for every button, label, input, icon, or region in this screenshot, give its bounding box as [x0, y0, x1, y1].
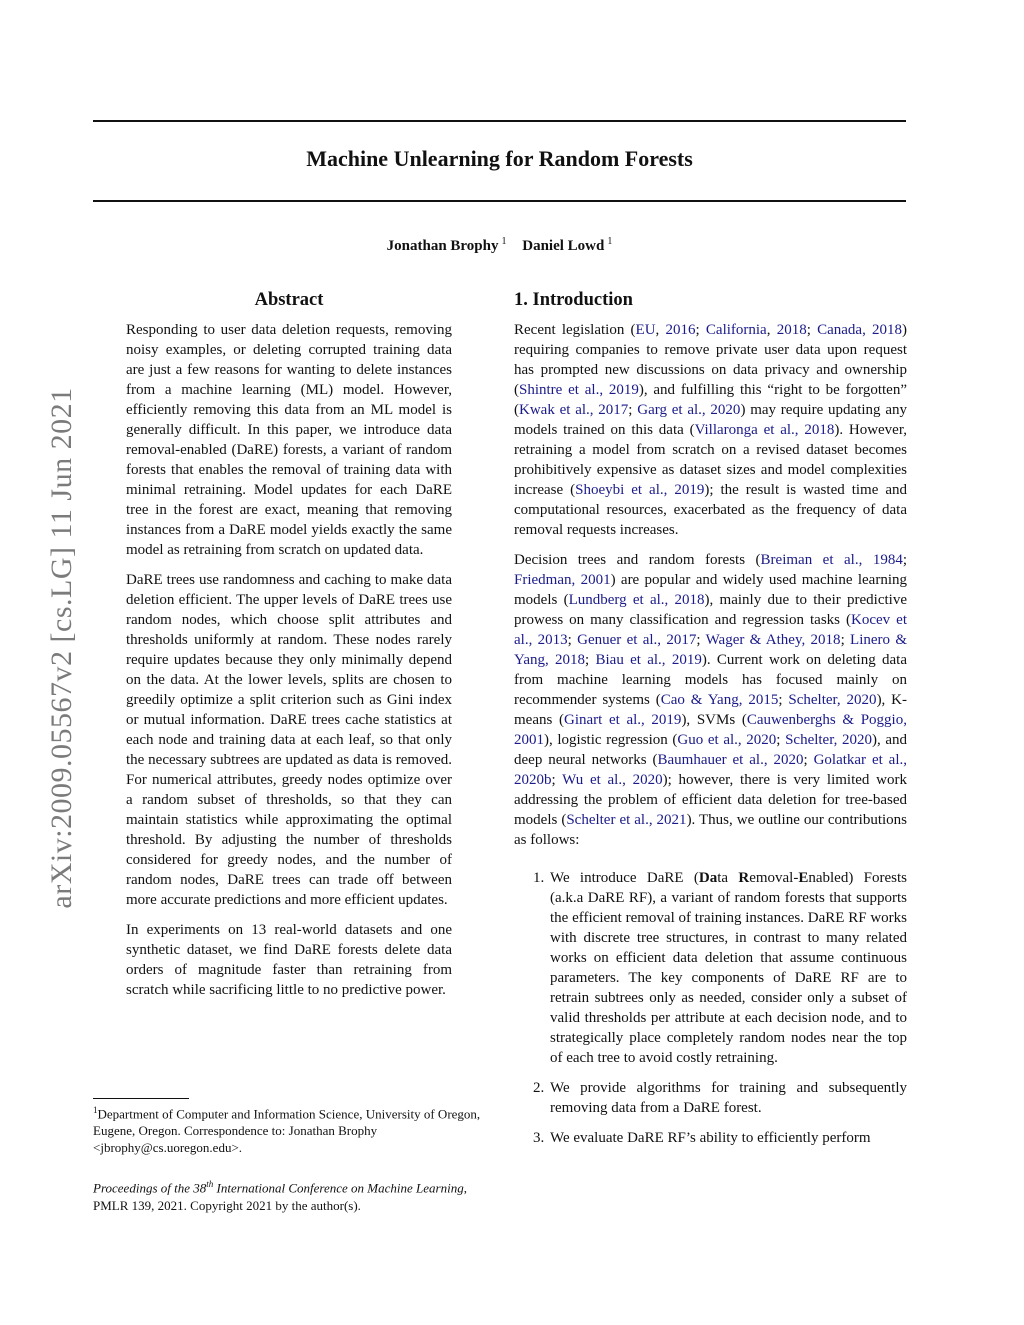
abstract-heading: Abstract: [254, 290, 324, 310]
citation-link[interactable]: Ginart et al., 2019: [563, 712, 682, 728]
abstract-paragraph: DaRE trees use randomness and caching to make data deletion efficient. The upper levels of DaRE trees use random nodes, which choose split attributes and thresholds uniformly at random. These nodes rarely require updates because they only minimally depend on the data. At the lower levels, splits are chosen to greedily optimize a split criterion such as Gini index or mutual information. DaRE trees cache statistics at each node and training data at each leaf, so that only the necessary subtrees are updated as data is removed. For numerical attributes, greedy nodes optimize over a random subset of thresholds, so that they can maintain statistics while approximating the optimal threshold. By adjusting the number of thresholds considered for greedy nodes, and the number of random nodes, DaRE trees can trade off between more accurate predictions and more efficient updates.: [126, 572, 452, 908]
contribution-item: 3. We evaluate DaRE RF’s ability to efficiently perform: [548, 1128, 907, 1148]
citation-link[interactable]: Cauwenberghs & Poggio, 2001: [514, 712, 907, 748]
conference-ordinal: 38: [193, 1180, 207, 1196]
citation-link[interactable]: Linero & Yang, 2018: [514, 632, 908, 668]
title-rule-top: [93, 120, 906, 122]
proceedings-note: [93, 1176, 486, 1213]
author-name: Jonathan Brophy: [386, 238, 499, 254]
proceedings-details: , PMLR 139, 2021. Copyright 2021 by the author(s).: [93, 1180, 467, 1213]
citation-link[interactable]: California: [705, 322, 767, 338]
citation-link[interactable]: Golatkar et al., 2020b: [514, 752, 907, 788]
author: [387, 238, 507, 254]
citation-link[interactable]: Genuer et al., 2017: [577, 632, 697, 648]
citation-link[interactable]: Breiman et al., 1984: [760, 552, 903, 568]
citation-link[interactable]: Cao & Yang, 2015: [660, 692, 779, 708]
citation-link[interactable]: Guo et al., 2020: [677, 732, 777, 748]
citation-link[interactable]: Kocev et al., 2013: [514, 612, 907, 648]
citation-link[interactable]: Biau et al., 2019: [595, 652, 702, 668]
citation-link[interactable]: Garg et al., 2020: [637, 402, 741, 418]
footnotes: [93, 1098, 486, 1214]
left-column: [126, 290, 452, 1010]
proceedings-prefix: Proceedings of the: [93, 1180, 190, 1196]
contribution-item: 2. We provide algorithms for training and subsequently removing data from a DaRE forest.: [548, 1078, 907, 1118]
citation-link[interactable]: Villaronga et al., 2018: [694, 422, 835, 438]
citation-link[interactable]: Friedman, 2001: [514, 572, 611, 588]
citation-link[interactable]: 2018: [776, 322, 807, 338]
arxiv-identifier: arXiv:2009.05567v2 [cs.LG] 11 Jun 2021: [45, 387, 78, 909]
section-heading: 1. Introduction: [514, 290, 633, 310]
citation-link[interactable]: Wager & Athey, 2018: [705, 632, 841, 648]
author-list: [93, 236, 906, 255]
citation-link[interactable]: Schelter et al., 2021: [566, 812, 687, 828]
author-name: Daniel Lowd: [522, 238, 605, 254]
affiliation-footnote: [93, 1102, 486, 1156]
author-affiliation-mark: 1: [607, 236, 613, 247]
abstract-paragraph: Responding to user data deletion requests, removing noisy examples, or deleting corrupted training data are just a few reasons for wanting to delete instances from a machine learning (ML) model. However, efficiently removing this data from an ML model is generally difficult. In this paper, we introduce data removal-enabled (DaRE) forests, a variant of random forests that enables the removal of training data with minimal retraining. Model updates for each DaRE tree in the forest are exact, meaning that removing instances from a DaRE model yields exactly the same model as retraining from scratch on updated data.: [126, 322, 452, 558]
conference-name: International Conference on Machine Learning: [216, 1180, 464, 1196]
affiliation-text: Department of Computer and Information Science, University of Oregon, Eugene, Oregon. Correspondence to: Jonathan Brophy <jbrophy@cs.uoregon.edu>.: [93, 1106, 481, 1156]
intro-paragraph: Decision trees and random forests (Breiman et al., 1984; Friedman, 2001) are popular and widely used machine learning models (Lundberg et al., 2018), mainly due to their predictive prowess on many classification and regression tasks (Kocev et al., 2013; Genuer et al., 2017; Wager & Athey, 2018; Linero & Yang, 2018; Biau et al., 2019). Current work on deleting data from machine learning models has focused mainly on recommender systems (Cao & Yang, 2015; Schelter, 2020), K-means (Ginart et al., 2019), SVMs (Cauwenberghs & Poggio, 2001), logistic regression (Guo et al., 2020; Schelter, 2020), and deep neural networks (Baumhauer et al., 2020; Golatkar et al., 2020b; Wu et al., 2020); however, there is very limited work addressing the problem of efficient data deletion for tree-based models (Schelter et al., 2021). Thus, we outline our contributions as follows:: [514, 552, 908, 848]
citation-link[interactable]: Wu et al., 2020: [562, 772, 663, 788]
citation-link[interactable]: Shoeybi et al., 2019: [575, 482, 705, 498]
citation-link[interactable]: Lundberg et al., 2018: [568, 592, 705, 608]
citation-link[interactable]: 2016: [665, 322, 696, 338]
author: [522, 238, 612, 254]
footnote-mark: 1: [93, 1105, 98, 1115]
citation-link[interactable]: EU: [635, 322, 656, 338]
intro-paragraph: Recent legislation (EU, 2016; California, 2018; Canada, 2018) requiring companies to remove private user data upon request has prompted new discussions on data privacy and ownership (Shintre et al., 2019), and fulfilling this “right to be forgotten” (Kwak et al., 2017; Garg et al., 2020) may require updating any models trained on this data (Villaronga et al., 2018). However, retraining a model from scratch on a revised dataset becomes prohibitively expensive as dataset sizes and model complexities increase (Shoeybi et al., 2019); the result is wasted time and computational resources, exacerbated as the frequency of data removal requests increases.: [514, 322, 908, 538]
author-affiliation-mark: 1: [501, 236, 507, 247]
contribution-list: [514, 868, 907, 1148]
citation-link[interactable]: Baumhauer et al., 2020: [657, 752, 804, 768]
citation-link[interactable]: Schelter, 2020: [785, 732, 872, 748]
abstract-paragraph: In experiments on 13 real-world datasets and one synthetic dataset, we find DaRE forests delete data orders of magnitude faster than retraining from scratch while sacrificing little to no predictive power.: [126, 922, 452, 998]
conference-ordinal-suffix: th: [206, 1179, 214, 1190]
citation-link[interactable]: Canada, 2018: [817, 322, 903, 338]
title-rule-bottom: [93, 200, 906, 202]
right-column: [514, 290, 907, 1158]
citation-link[interactable]: Shintre et al., 2019: [519, 382, 639, 398]
contribution-item: 1. We introduce DaRE (Data Removal-Enabled) Forests (a.k.a DaRE RF), a variant of random forests that supports the efficient removal of training instances. DaRE RF works with discrete tree structures, in contrast to many related works on efficient data deletion that assume continuous parameters. The key components of DaRE RF are to retrain subtrees only as needed, consider only a subset of valid thresholds per attribute at each decision node, and to strategically place completely random nodes near the top of each tree to avoid costly retraining.: [548, 868, 907, 1068]
citation-link[interactable]: Schelter, 2020: [788, 692, 877, 708]
paper-title: Machine Unlearning for Random Forests: [306, 146, 693, 171]
footnote-rule: [93, 1098, 189, 1099]
citation-link[interactable]: Kwak et al., 2017: [519, 402, 629, 418]
